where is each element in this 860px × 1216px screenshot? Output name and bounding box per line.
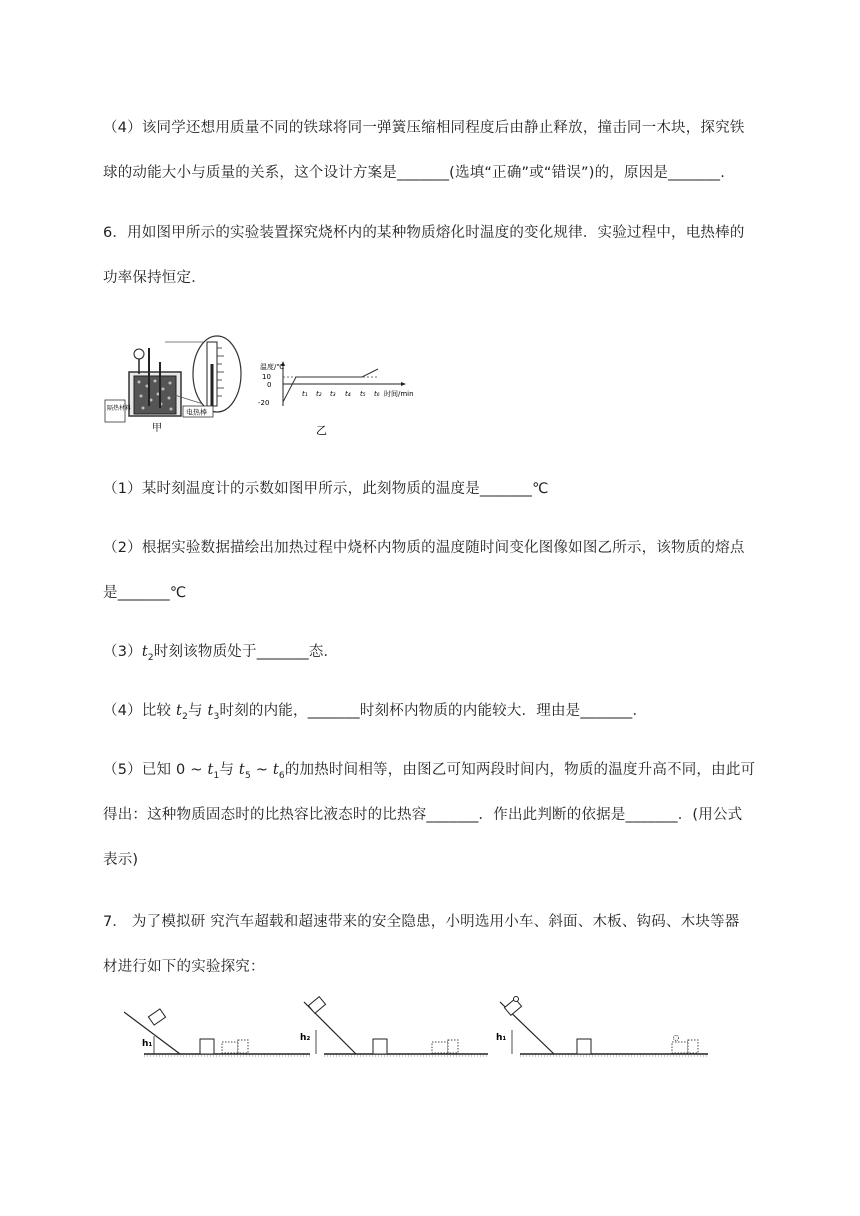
xtick-t3: t₃ <box>330 390 336 398</box>
q6-part2-line2: 是_______℃ <box>103 585 187 601</box>
label-heater: 电热棒 <box>186 408 207 417</box>
caption-yi: 乙 <box>316 424 327 437</box>
xtick-t6: t₆ <box>374 390 380 398</box>
q6-line1: 6．用如图甲所示的实验装置探究烧杯内的某种物质熔化时温度的变化规律．实验过程中，电热棒的 <box>103 225 745 241</box>
q4-line1: （4）该同学还想用质量不同的铁球将同一弹簧压缩相同程度后由静止释放，撞击同一木块，探究铁 <box>103 120 745 136</box>
q6-part4: （4）比较 $t_2$与 $t_3$时刻的内能，_______时刻杯内物质的内能较大．理由是_______． <box>103 703 648 722</box>
label-insulation: 隔热材料 <box>107 405 132 412</box>
label-h1-a: h₁ <box>142 1039 153 1049</box>
ytick-neg20: -20 <box>258 399 270 407</box>
xtick-t1: t₁ <box>302 390 308 398</box>
xtick-t4: t₄ <box>345 390 351 398</box>
q6-part5-line3: 表示) <box>103 852 139 868</box>
ytick-0: 0 <box>267 381 272 389</box>
q7-line2: 材进行如下的实验探究： <box>103 959 265 975</box>
xlabel: 时间/min <box>384 390 414 398</box>
q6-part2-line1: （2）根据实验数据描绘出加热过程中烧杯内物质的温度随时间变化图像如图乙所示，该物质的熔点 <box>103 540 745 556</box>
label-h1-b: h₁ <box>496 1033 507 1043</box>
q6-part3: $(3)t_2$时刻该物质处于_______态． <box>103 644 339 663</box>
q6-part1: （1）某时刻温度计的示数如图甲所示，此刻物质的温度是_______℃ <box>103 481 549 497</box>
q6-line2: 功率保持恒定． <box>103 270 206 286</box>
ytick-10: 10 <box>262 373 271 381</box>
q6-part5-line1: （5）已知 0 ~ $t_1$与 $t_5$ ~ $t_6$的加热时间相等，由图乙可知两段时间内，物质的温度升高不同，由此可 <box>103 762 756 781</box>
figure-jia-apparatus <box>103 334 243 434</box>
xtick-t5: t₅ <box>360 390 366 398</box>
xtick-t2: t₂ <box>316 390 322 398</box>
q7-line1: 7． 为了模拟研 究汽车超载和超速带来的安全隐患，小明选用小车、斜面、木板、钩码、木块等器 <box>103 914 740 930</box>
q6-part5-line2: 得出：这种物质固态时的比热容比液态时的比热容_______．作出此判断的依据是_______．(用公式 <box>103 807 743 823</box>
caption-jia: 甲 <box>152 423 162 434</box>
figure-q7-ramps <box>124 996 710 1062</box>
q4-line2: 球的动能大小与质量的关系，这个设计方案是_______(选填“正确”或“错误”)的，原因是_______. <box>103 165 726 181</box>
ylabel: 温度/℃ <box>260 363 285 371</box>
label-h2: h₂ <box>300 1033 311 1043</box>
figure-yi-graph <box>252 358 417 438</box>
